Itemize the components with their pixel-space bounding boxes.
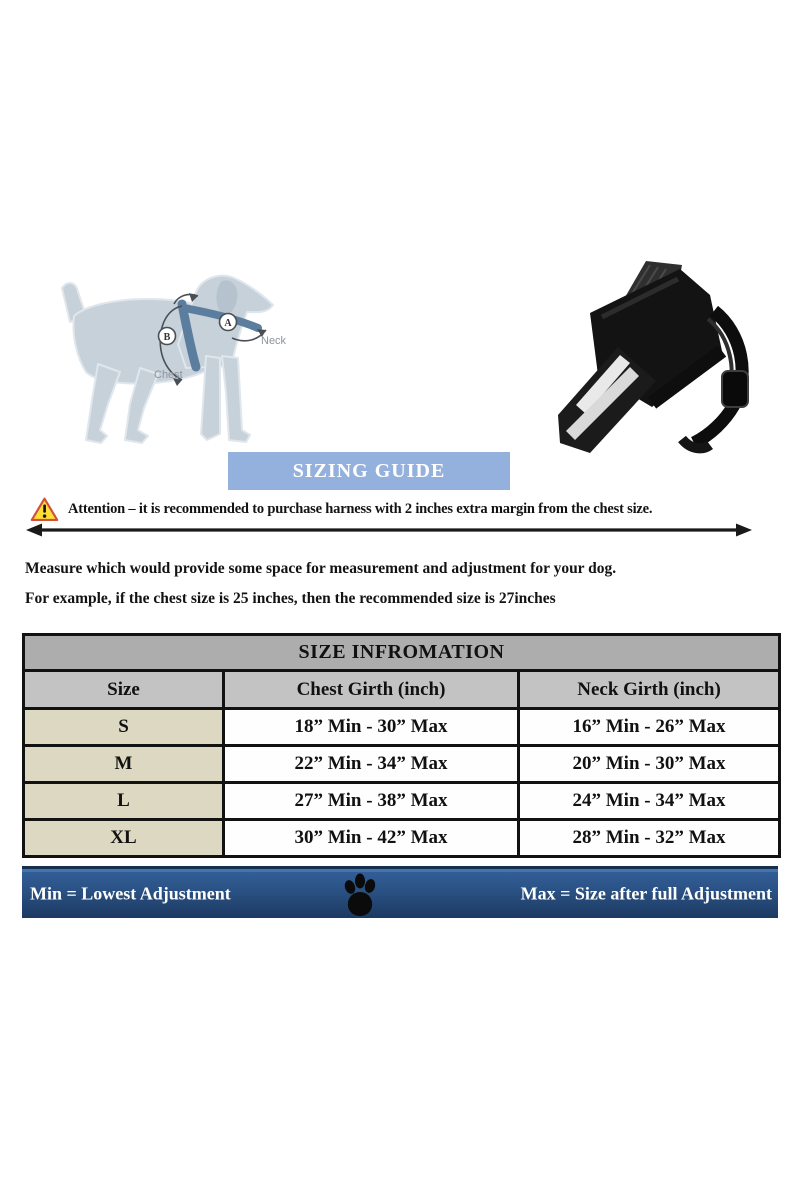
chest-cell: 22” Min - 34” Max — [224, 746, 519, 783]
table-row-l — [24, 783, 780, 820]
col-header-size: Size — [24, 671, 224, 709]
note-measure: Measure which would provide some space for measurement and adjustment for your dog. — [25, 560, 617, 577]
size-table — [22, 633, 781, 858]
size-cell: S — [24, 709, 224, 746]
sizing-guide-banner — [228, 452, 510, 490]
double-arrow — [26, 520, 752, 538]
legend-bar — [22, 866, 778, 918]
chest-label: Chest — [154, 369, 183, 381]
note-example: For example, if the chest size is 25 inches, then the recommended size is 27inches — [25, 590, 556, 607]
chest-badge: B — [163, 332, 171, 343]
sizing-guide-title: SIZING GUIDE — [292, 459, 446, 482]
harness-photo — [532, 253, 764, 471]
chest-cell: 18” Min - 30” Max — [224, 709, 519, 746]
legend-min: Min = Lowest Adjustment — [30, 883, 231, 903]
paw-icon — [340, 873, 382, 917]
neck-cell: 20” Min - 30” Max — [519, 746, 780, 783]
size-cell: M — [24, 746, 224, 783]
size-cell: L — [24, 783, 224, 820]
neck-badge: A — [224, 318, 232, 329]
table-row-s — [24, 709, 780, 746]
table-title-row — [24, 635, 780, 671]
chest-cell: 30” Min - 42” Max — [224, 820, 519, 857]
col-header-neck: Neck Girth (inch) — [519, 671, 780, 709]
legend-max: Max = Size after full Adjustment — [520, 883, 772, 903]
neck-label: Neck — [261, 335, 287, 347]
neck-cell: 28” Min - 32” Max — [519, 820, 780, 857]
size-cell: XL — [24, 820, 224, 857]
attention-text: Attention – it is recommended to purchase harness with 2 inches extra margin from the chest size. — [68, 500, 653, 517]
col-header-chest: Chest Girth (inch) — [224, 671, 519, 709]
warning-icon — [30, 496, 59, 523]
table-row-xl — [24, 820, 780, 857]
neck-cell: 16” Min - 26” Max — [519, 709, 780, 746]
chest-cell: 27” Min - 38” Max — [224, 783, 519, 820]
dog-measurement-diagram — [36, 272, 324, 458]
neck-cell: 24” Min - 34” Max — [519, 783, 780, 820]
table-header-row — [24, 671, 780, 709]
table-title: SIZE INFROMATION — [24, 635, 780, 671]
table-row-m — [24, 746, 780, 783]
